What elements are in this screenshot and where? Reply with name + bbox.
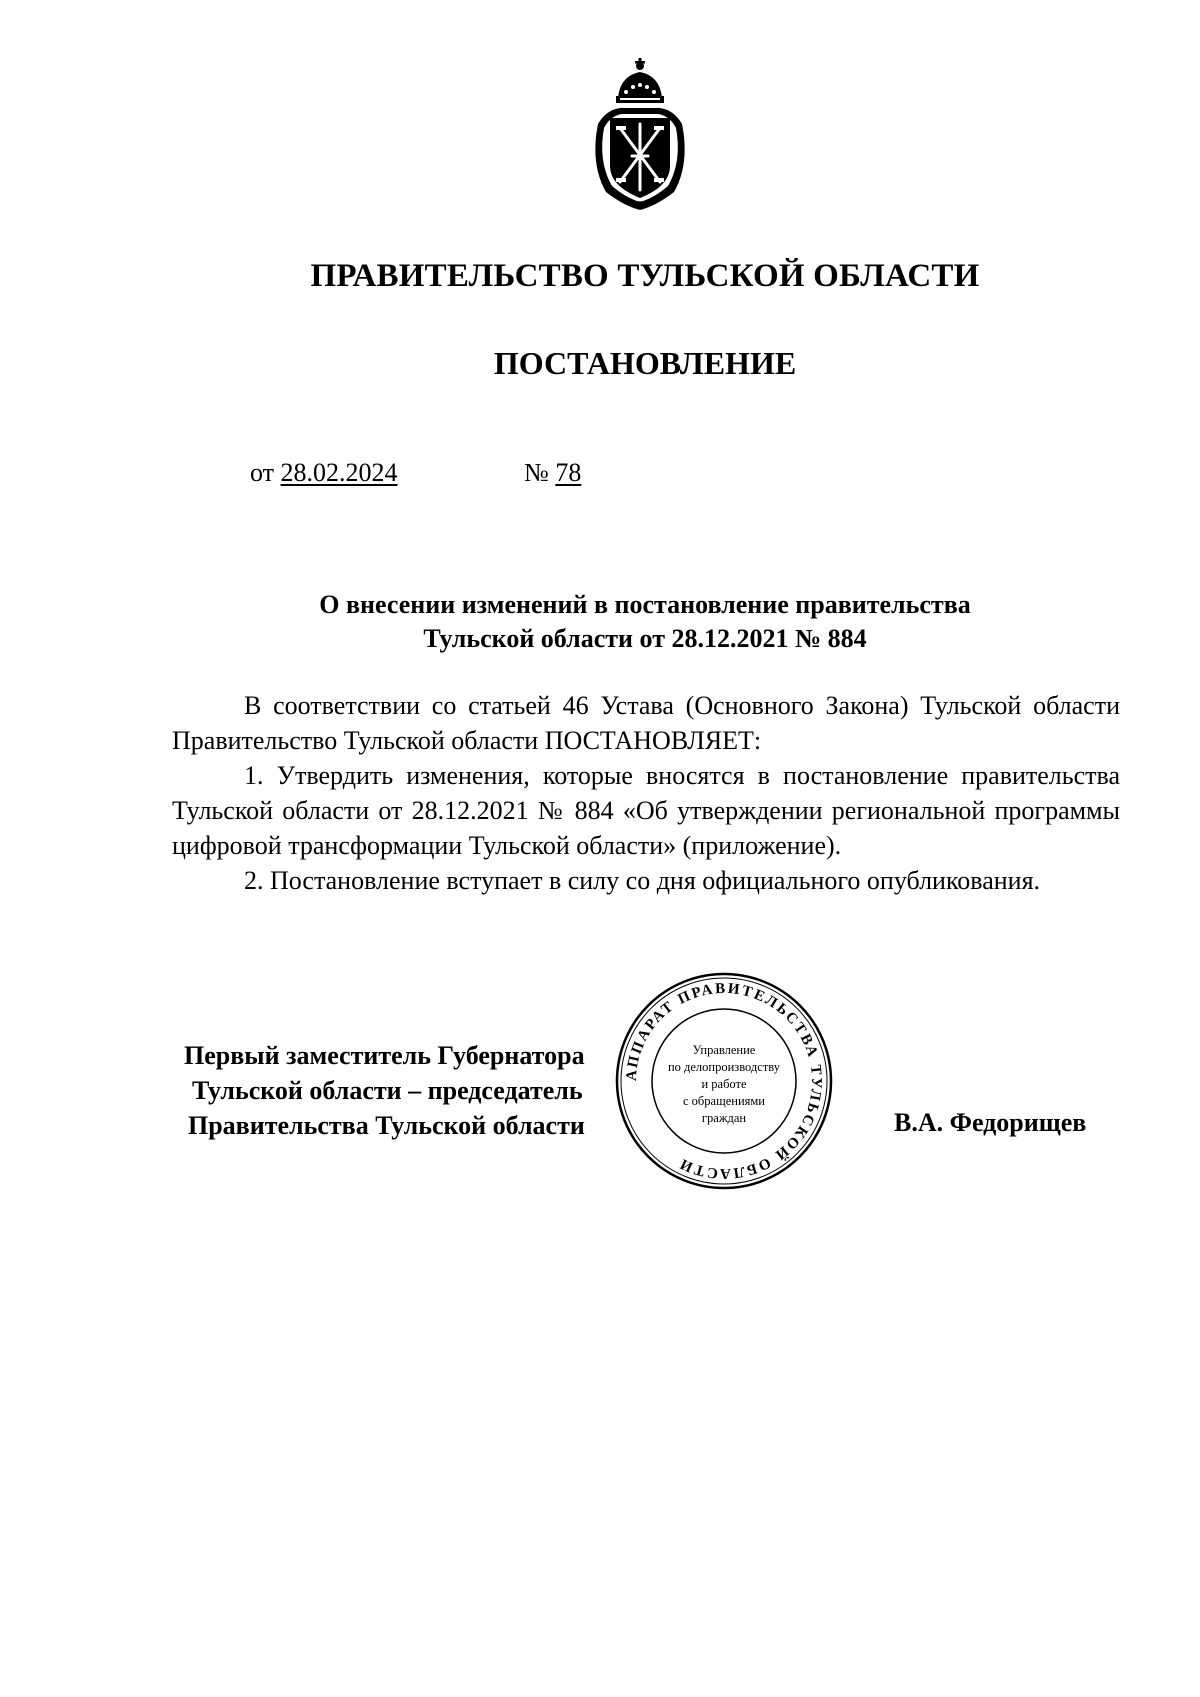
- body-paragraph: В соответствии со статьей 46 Устава (Основного Закона) Тульской области Правительство Тульской области ПОСТАНОВЛЯЕТ:: [172, 691, 1120, 755]
- document-date: [250, 458, 398, 488]
- stamp-ring-text: АППАРАТ ПРАВИТЕЛЬСТВА ТУЛЬСКОЙ ОБЛАСТИ: [623, 980, 825, 1182]
- signer-position-line: Первый заместитель Губернатора: [184, 1041, 585, 1070]
- date-prefix: от: [250, 458, 275, 487]
- stamp-center-line: и работе: [701, 1077, 747, 1091]
- date-value: 28.02.2024: [280, 458, 398, 487]
- coat-of-arms-icon: [580, 54, 700, 214]
- document-subject: [170, 588, 1120, 656]
- body-paragraph: 2. Постановление вступает в силу со дня официального опубликования.: [244, 866, 1041, 895]
- official-stamp: [613, 970, 835, 1192]
- government-title: ПРАВИТЕЛЬСТВО ТУЛЬСКОЙ ОБЛАСТИ: [310, 258, 980, 294]
- stamp-center-line: граждан: [701, 1111, 747, 1125]
- signer-position-line: Правительства Тульской области: [188, 1111, 585, 1140]
- signer-name: В.А. Федорищев: [894, 1108, 1087, 1137]
- signer-position-line: Тульской области – председатель: [192, 1076, 583, 1105]
- document-type-title: ПОСТАНОВЛЕНИЕ: [493, 345, 797, 381]
- stamp-center-line: с обращениями: [683, 1094, 765, 1108]
- number-value: 78: [555, 458, 582, 487]
- subject-line: Тульской области от 28.12.2021 № 884: [423, 624, 867, 653]
- stamp-center-line: по делопроизводству: [667, 1060, 781, 1074]
- signer-position: [184, 1038, 585, 1143]
- body-paragraph: 1. Утвердить изменения, которые вносятся в постановление правительства Тульской области от 28.12.2021 № 884 «Об утверждении региональной программы цифровой трансформации Тульской области» (приложение).: [172, 761, 1120, 860]
- number-prefix: №: [524, 458, 549, 487]
- document-number: [524, 458, 581, 488]
- stamp-center-line: Управление: [692, 1043, 756, 1057]
- subject-line: О внесении изменений в постановление правительства: [319, 590, 971, 619]
- document-body: [172, 688, 1120, 898]
